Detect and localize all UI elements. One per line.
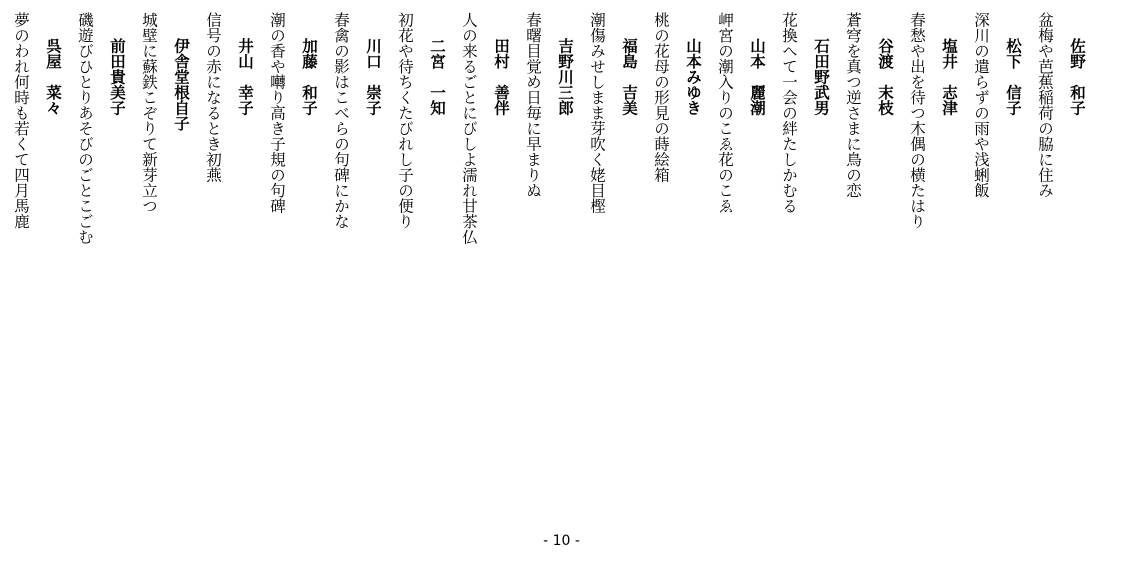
author-name: 山本みゆき <box>684 38 702 116</box>
haiku-text: 磯遊びひとりあそびのごとこごむ <box>76 12 94 245</box>
haiku-entry <box>517 12 581 245</box>
author-name: 田村 善伴 <box>492 38 510 116</box>
haiku-entry <box>133 12 197 245</box>
author-name: 伊舎堂根自子 <box>172 38 190 131</box>
author-name: 福島 吉美 <box>620 38 638 116</box>
haiku-text: 城壁に蘇鉄こぞりて新芽立つ <box>140 12 158 214</box>
author-name: 加藤 和子 <box>300 38 318 116</box>
author-name: 松下 信子 <box>1004 38 1022 116</box>
haiku-entry <box>5 12 69 245</box>
author-name: 川口 崇子 <box>364 38 382 116</box>
haiku-entry <box>773 12 837 245</box>
haiku-entry <box>837 12 901 245</box>
author-name: 二宮 一知 <box>428 38 446 116</box>
haiku-text: 春曙目覚め日毎に早まりぬ <box>524 12 542 198</box>
haiku-text: 信号の赤になるとき初燕 <box>204 12 222 183</box>
haiku-text: 花換へて一会の絆たしかむる <box>780 12 798 214</box>
page-number: - 10 - <box>543 533 580 549</box>
author-name: 石田野武男 <box>812 38 830 116</box>
haiku-entry <box>1029 12 1093 245</box>
haiku-entry <box>965 12 1029 245</box>
author-name: 塩井 志津 <box>940 38 958 116</box>
haiku-entry <box>709 12 773 245</box>
haiku-text: 深川の遣らずの雨や浅蜊飯 <box>972 12 990 198</box>
author-name: 井山 幸子 <box>236 38 254 116</box>
author-name: 吉野川三郎 <box>556 38 574 116</box>
haiku-text: 桃の花母の形見の蒔絵箱 <box>652 12 670 183</box>
haiku-text: 春禽の影はこべらの句碑にかな <box>332 12 350 229</box>
haiku-entry <box>901 12 965 245</box>
haiku-entry <box>389 12 453 245</box>
author-name: 佐野 和子 <box>1068 38 1086 116</box>
haiku-columns <box>5 12 1093 245</box>
haiku-entry <box>581 12 645 245</box>
haiku-entry <box>325 12 389 245</box>
haiku-text: 盆梅や芭蕉稲荷の脇に住み <box>1036 12 1054 198</box>
haiku-text: 初花や待ちくたびれし子の便り <box>396 12 414 229</box>
haiku-text: 春愁や出を待つ木偶の横たはり <box>908 12 926 229</box>
haiku-text: 岬宮の潮入りのこゑ花のこゑ <box>716 12 734 214</box>
haiku-entry <box>261 12 325 245</box>
haiku-text: 蒼穹を真つ逆さまに鳥の恋 <box>844 12 862 198</box>
haiku-entry <box>69 12 133 245</box>
haiku-text: 潮傷みせしまま芽吹く姥目樫 <box>588 12 606 214</box>
haiku-entry <box>453 12 517 245</box>
author-name: 呉屋 菜々 <box>44 38 62 116</box>
author-name: 山本 麗潮 <box>748 38 766 116</box>
haiku-entry <box>645 12 709 245</box>
haiku-text: 潮の香や囀り高き子規の句碑 <box>268 12 286 214</box>
haiku-entry <box>197 12 261 245</box>
author-name: 前田貴美子 <box>108 38 126 116</box>
author-name: 谷渡 末枝 <box>876 38 894 116</box>
haiku-text: 夢のわれ何時も若くて四月馬鹿 <box>12 12 30 229</box>
haiku-text: 人の来るごとにびしよ濡れ甘茶仏 <box>460 12 478 245</box>
